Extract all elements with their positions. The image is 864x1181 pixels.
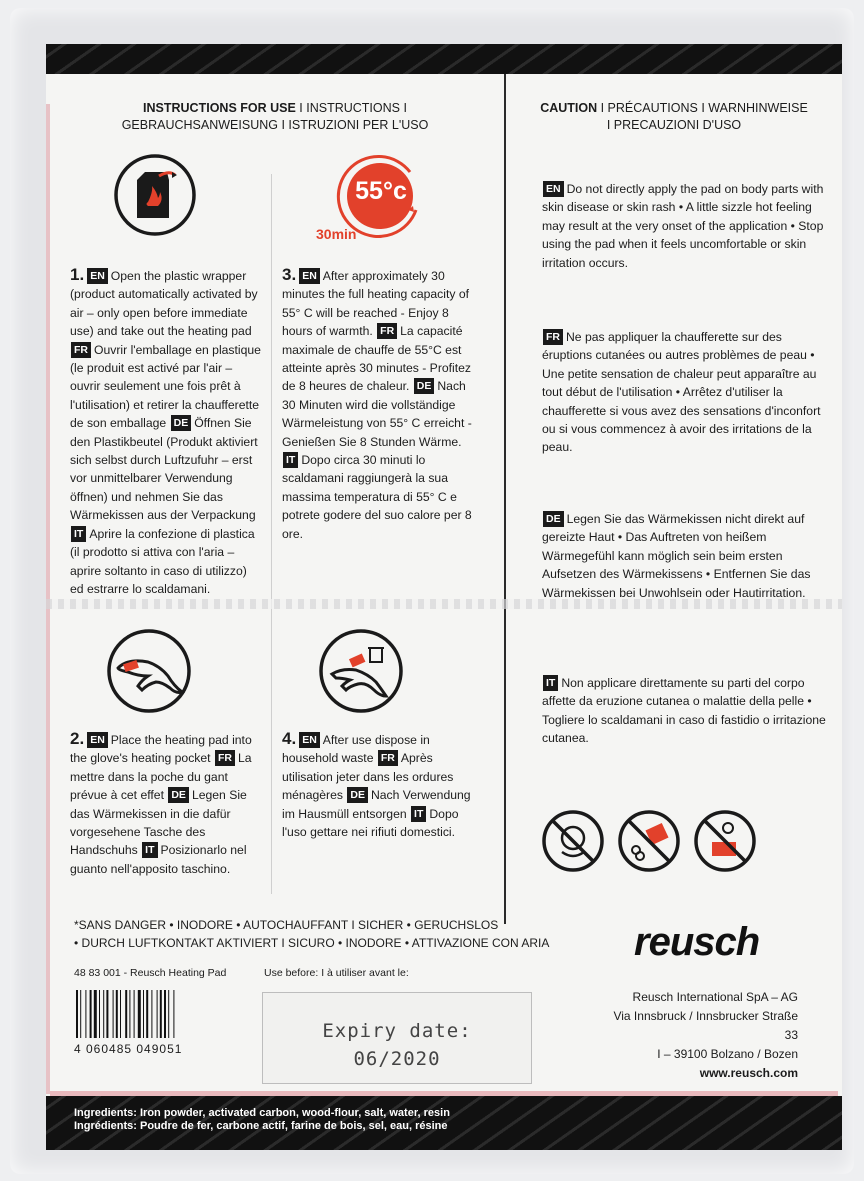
step-4-text: 4. EN After use dispose in household waste FR Après utilisation jeter dans les ordures ménagères DE Nach Verwendung im Hausmüll entsorgen IT Dopo l'uso gettare nei rifiuti domestici. <box>282 729 471 840</box>
timer-temp-label: 55°c <box>355 177 407 205</box>
company-address: Reusch International SpA – AG Via Innsbruck / Innsbrucker Straße 33 I – 39100 Bolzano / Bozen www.reusch.com <box>598 988 798 1083</box>
instructions-heading: INSTRUCTIONS FOR USE I INSTRUCTIONS I GEBRAUCHSANWEISUNG I ISTRUZIONI PER L'USO <box>121 101 429 132</box>
reusch-logo: reusch <box>634 920 760 964</box>
step-3-text: 3. EN After approximately 30 minutes the full heating capacity of 55° C will be reached - Enjoy 8 hours of warmth. FR La capacité maximale de chauffe de 55°C est atteinte après 30 minutes - Profitez de 8 heures de chaleur. DE Nach 30 Minuten wird die vollständige Wärmeleistung von 55° C erreicht - Genießen Sie 8 Stunden Wärme. IT Dopo circa 30 minuti lo scaldamani raggiungerà la sua massima temperatura di 55° C e potrete godere del suo calore per 8 ore. <box>282 265 472 541</box>
open-package-icon <box>112 152 198 243</box>
product-code: 48 83 001 - Reusch Heating Pad <box>74 967 227 979</box>
ingredients-band <box>46 1096 842 1150</box>
ingredients-en: Ingredients: Iron powder, activated carbon, wood-flour, salt, water, resin <box>74 1107 450 1119</box>
website-link[interactable]: www.reusch.com <box>699 1066 798 1080</box>
step-divider <box>271 174 272 894</box>
safety-line-1: *SANS DANGER • INODORE • AUTOCHAUFFANT I SICHER • GERUCHSLOS <box>74 918 499 932</box>
barcode <box>74 990 200 1040</box>
barcode-number: 4 060485 049051 <box>74 1042 183 1056</box>
step-1-text: 1. EN Open the plastic wrapper (product automatically activated by air – only open before immediate use) and take out the heating pad FR Ouvrir l'emballage en plastique (le produit est activé par l'air – ouvrir seulement une fois prêt à l'utilisation) et retirer la chaufferette de son emballage DE Öffnen Sie den Plastikbeutel (Produkt aktiviert sich selbst durch Luftzufuhr – erst vor unmittelbarer Verwendung öffnen) und nehmen Sie das Wärmekissen aus der Verpackung IT Aprire la confezione di plastica (il prodotto si attiva con l'aria – aprire soltanto in caso di utilizzo) ed estrarre lo scaldamani. <box>70 265 261 596</box>
use-before-label: Use before: I à utiliser avant le: <box>264 967 409 979</box>
step-2-text: 2. EN Place the heating pad into the glove's heating pocket FR La mettre dans la poche du gant prévue à cet effet DE Legen Sie das Wärmekissen in die dafür vorgesehene Tasche des Handschuhs IT Posizionarlo nel guanto nell'apposito taschino. <box>70 729 252 876</box>
do-not-cut-icon <box>616 808 682 879</box>
ingredients-fr: Ingrédients: Poudre de fer, carbone actif, farine de bois, sel, eau, résine <box>74 1120 448 1132</box>
expiry-box <box>262 992 532 1084</box>
expiry-date: 06/2020 <box>353 1048 441 1070</box>
no-children-icon <box>540 808 606 879</box>
caution-de: DE Legen Sie das Wärmekissen nicht direkt auf gereizte Haut • Das Auftreten von heißem Wärmegefühl kann möglich sein beim ersten Aufsetzen des Wärmekissens • Entfernen Sie das Wärmekissen bei Unwohlsein oder Hautirritation. <box>542 512 811 600</box>
expiry-label: Expiry date: <box>322 1020 472 1042</box>
caution-heading: CAUTION I PRÉCAUTIONS I WARNHINWEISE I PRECAUZIONI D'USO <box>540 101 808 132</box>
glove-insert-icon <box>104 626 194 721</box>
dispose-icon <box>316 626 406 721</box>
caution-en: EN Do not directly apply the pad on body parts with skin disease or skin rash • A little sizzle hot feeling may result at the very onset of the application • Stop using the pad when it feels uncomfortable or skin irritation occurs. <box>542 182 824 270</box>
no-direct-skin-icon <box>692 808 758 879</box>
timer-time-label: 30min <box>316 226 357 242</box>
instruction-card <box>46 44 842 1150</box>
caution-it: IT Non applicare direttamente su parti del corpo affette da eruzione cutanea o malattie della pelle • Togliere lo scaldamani in caso di fastidio o irritazione cutanea. <box>542 676 826 746</box>
caution-fr: FR Ne pas appliquer la chaufferette sur des éruptions cutanées ou autres problèmes de peau • Une petite sensation de chaleur peut apparaître au tout début de l'utilisation • Arrêtez d'utiliser la chaufferette si vous avez des sensations d'inconfort ou si vous commencez à avoir des irritations de la peau. <box>542 330 821 455</box>
top-band <box>46 44 842 74</box>
safety-line-2: • DURCH LUFTKONTAKT AKTIVIERT I SICURO • INODORE • ATTIVAZIONE CON ARIA <box>74 936 550 950</box>
column-divider <box>504 74 506 924</box>
